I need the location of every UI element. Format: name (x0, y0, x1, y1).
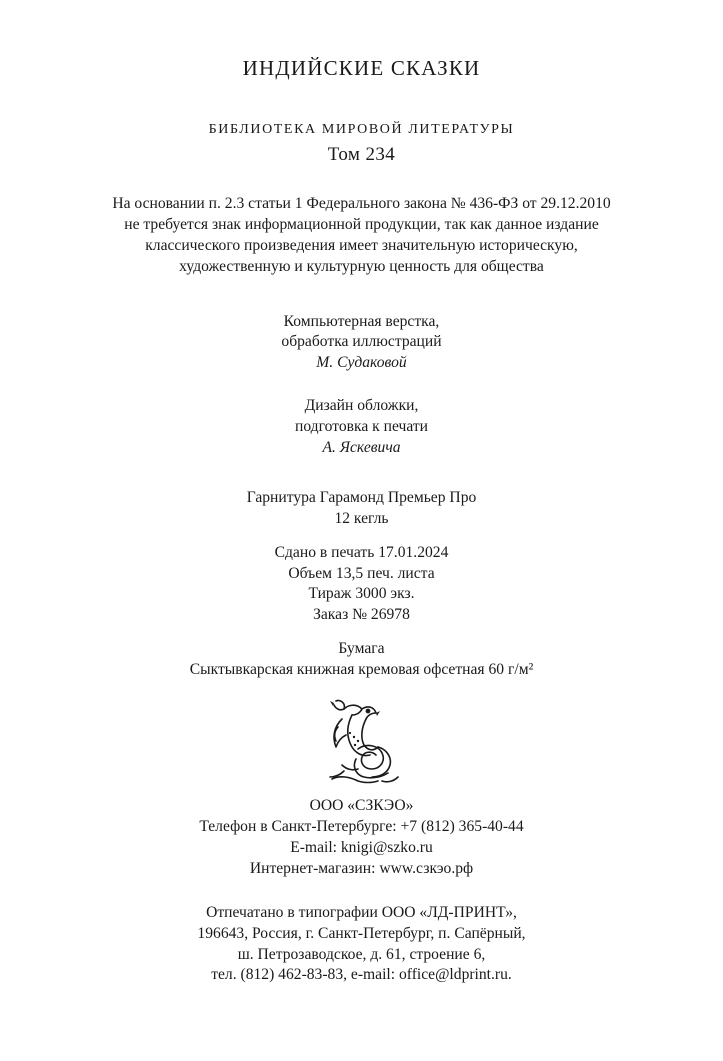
series-volume: Том 234 (327, 144, 396, 165)
layout-credit-role: обработка иллюстраций (281, 333, 442, 350)
cover-credit-role: подготовка к печати (294, 418, 429, 435)
font-size-line: 12 кегль (334, 510, 389, 527)
order-number: Заказ № 26978 (313, 606, 410, 623)
printer-line: 196643, Россия, г. Санкт-Петербург, п. Сапёрный, (197, 925, 526, 942)
layout-credit-role: Компьютерная верстка, (283, 313, 440, 330)
publisher-phone: Телефон в Санкт-Петербурге: +7 (812) 365-40-44 (199, 818, 524, 835)
layout-credit-name: М. Судаковой (316, 354, 407, 371)
book-title: ИНДИЙСКИЕ СКАЗКИ (242, 56, 481, 80)
printer-line: тел. (812) 462-83-83, e-mail: office@ldprint.ru. (211, 966, 512, 983)
cover-credit-role: Дизайн обложки, (304, 397, 419, 414)
legal-notice-line: классического произведения имеет значительную историческую, (145, 237, 578, 254)
publisher-shop: Интернет-магазин: www.сзкэо.рф (249, 860, 474, 877)
dragon-emblem-icon (322, 697, 402, 787)
print-sent-date: Сдано в печать 17.01.2024 (274, 544, 449, 561)
series-name: БИБЛИОТЕКА МИРОВОЙ ЛИТЕРАТУРЫ (208, 122, 515, 137)
typeface-line: Гарнитура Гарамонд Премьер Про (246, 489, 477, 506)
paper-label: Бумага (338, 640, 385, 657)
printer-line: ш. Петрозаводское, д. 61, строение 6, (237, 946, 486, 963)
publisher-email: E-mail: knigi@szko.ru (290, 839, 433, 856)
paper-type: Сыктывкарская книжная кремовая офсетная 60 г/м² (189, 661, 534, 678)
legal-notice-line: На основании п. 2.3 статьи 1 Федерального закона № 436-ФЗ от 29.12.2010 (112, 195, 611, 212)
print-run: Тираж 3000 экз. (308, 585, 415, 602)
print-volume: Объем 13,5 печ. листа (288, 565, 435, 582)
legal-notice-line: не требуется знак информационной продукции, так как данное издание (124, 216, 599, 233)
publisher-name: ООО «СЗКЭО» (309, 797, 414, 814)
printer-line: Отпечатано в типографии ООО «ЛД-ПРИНТ», (206, 904, 517, 921)
cover-credit-name: А. Яскевича (322, 439, 401, 456)
legal-notice-line: художественную и культурную ценность для общества (179, 258, 544, 275)
